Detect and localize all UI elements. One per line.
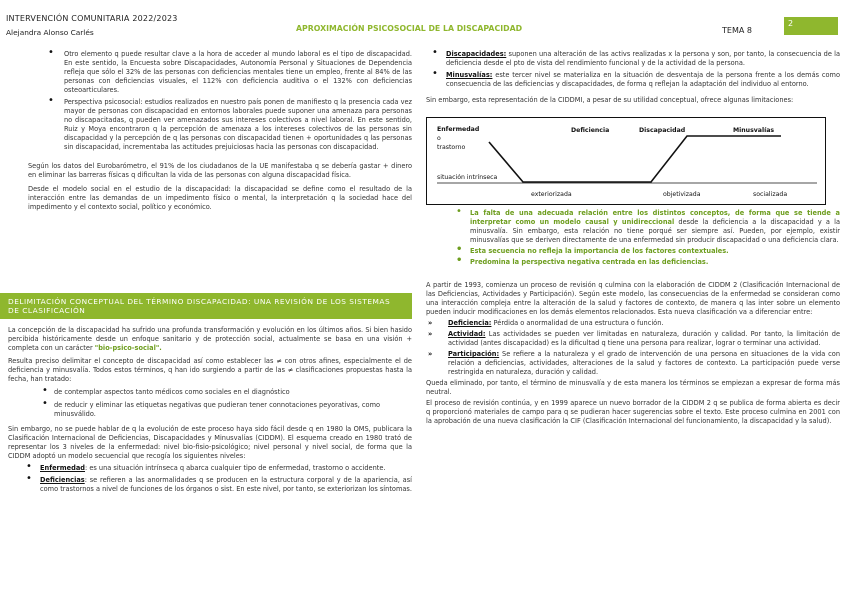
term-label: Deficiencias [40,476,85,484]
diagram-label: Minusvalías [733,127,775,134]
list-item [456,209,840,245]
paragraph: Sin embargo, no se puede hablar de q la evolución de este proceso haya sido fácil desde q en 1980 la OMS, publicara la Clasificación Internacional de Deficiencias, Discapacidades y Minusvalías (CIDDM). El esquema creado en 1980 trató de representar los 3 niveles de la enfermedad: nivel bio-fisio-psicológico; nivel personal y nivel social, de forma que la CIDDM adoptó un modelo secuencial que recogía los siguientes niveles: [8,425,412,460]
list-item [432,50,840,68]
ciddm-diagram [426,117,826,205]
term-label: Discapacidades: [446,50,507,58]
paragraph: Resulta preciso delimitar el concepto de discapacidad así como establecer las ≠ con otros afines, especialmente el de deficiencia y minusvalía. Todos estos términos, q han ido surgiendo a partir de las ≠ clasificaciones propuestas hasta la fecha, han tratado: [8,357,412,383]
right-column [426,50,840,426]
diagram-label: Enfermedad [437,126,480,133]
list-item: • de contemplar aspectos tanto médicos como sociales en el diagnóstico [42,388,412,397]
list-item: • de reducir y eliminar las etiquetas negativas que pudieran tener connotaciones peyorativas, como minusválido. [42,401,412,419]
diagram-label: o [437,135,441,142]
term-label: Actividad: [448,330,486,338]
list-item: • Perspectiva psicosocial: estudios realizados en nuestro país ponen de manifiesto q la presencia cada vez mayor de personas con discapacidad en entornos laborales puede suponer una amenaza para personas no discapacitadas, q pueden ver amenazados sus intereses colectivos a nivel laboral. En este sentido, Ruiz y Moya encontraron q la percepción de amenaza a los intereses colectivos de las personas sin discapacidad y la percepción de q las personas con discapacidad tienen + oportunidades q las personas sin discapacidad, incrementaba las actitudes prejuiciosas hacia las personas con discapacidad. [48,98,412,152]
diagram-label: trastorno [437,144,466,151]
term-text: : es una situación intrínseca q abarca cualquier tipo de enfermedad, trastorno o accidente. [85,464,386,472]
limitation-highlight: La falta de una adecuada relación entre los distintos conceptos, de forma que se tiende a interpretar como un modelo causal y unidireccional [470,209,840,226]
list-item [426,330,840,348]
left-column [8,50,412,212]
header-author: Alejandra Alonso Carlés [6,28,94,37]
paragraph-highlight: "bio-psico-social". [94,344,162,352]
paragraph-text: La concepción de la discapacidad ha sufrido una profunda transformación y evolución en los últimos años. Si bien hasido percibida históricamente desde un enfoque sanitario y de protección social, actualmente se basa en una visión + completa con un carácter [8,326,412,352]
arrow-icon: » [428,350,433,358]
header-course: INTERVENCIÓN COMUNITARIA 2022/2023 [6,14,178,23]
term-label: Deficiencia: [448,319,492,327]
term-label: Minusvalías: [446,71,493,79]
section-heading-banner: DELIMITACIÓN CONCEPTUAL DEL TÉRMINO DISCAPACIDAD: UNA REVISIÓN DE LOS SISTEMAS DE CLASIFICACIÓN [0,293,412,319]
diagram-label: objetivizada [663,191,701,198]
list-item [426,350,840,377]
paragraph: A partir de 1993, comienza un proceso de revisión q culmina con la elaboración de CIDDM 2 (Clasificación Internacional de las Deficiencias, Actividades y Participación). Según este modelo, las consecuencias de la enfermedad se consideran como una interacción compleja entre la alteración de la salud y factores de contexto, de manera q las inter sobre un elemento pueden inducir modificaciones en los demás elementos relacionados. Esta nueva clasificación va a diferenciar entre: [426,281,840,316]
list-item [426,319,840,328]
paragraph [8,326,412,353]
paragraph: El proceso de revisión continúa, y en 1999 aparece un nuevo borrador de la CIDDM 2 q se publica de forma abierta es decir q proporcionó materiales de campo para q se pudieran hacer sugerencias sobre el texto. Este proceso culmina en 2001 con la aprobación de una nueva clasificación la CIF (Clasificación Internacional del funcionamiento, la discapacidad y la salud). [426,399,840,425]
diagram-label: exteriorizada [531,191,572,198]
left-column-lower [8,326,412,494]
header-tema: TEMA 8 [722,26,752,35]
page-number-badge: 2 [784,17,838,35]
term-text: suponen una alteración de las activs realizadas x la persona y son, por tanto, la consecuencia de la deficiencia desde el pto de vista del rendimiento funcional y de la actividad de la persona. [446,50,840,67]
paragraph: Sin embargo, esta representación de la CIDDMI, a pesar de su utilidad conceptual, ofrece algunas limitaciones: [426,96,794,104]
paragraph: Desde el modelo social en el estudio de la discapacidad: la discapacidad se define como el resultado de la interacción entre las demandas de un impedimento físico o mental, la interpretación q la sociedad hace del impedimento y el contexto social, político y económico. [28,185,412,211]
paragraph: Queda eliminado, por tanto, el término de minusvalía y de esta manera los términos se empiezan a expresar de forma más neutral. [426,379,840,396]
term-text: Las actividades se pueden ver limitadas en naturaleza, duración y calidad. Por tanto, la limitación de actividad (antes discapacidad) es la dificultad q tiene una persona para realizar, lograr o terminar una actividad. [448,330,840,347]
list-item [26,464,412,473]
diagram-label: Deficiencia [571,127,610,134]
diagram-label: Discapacidad [639,127,686,134]
arrow-icon: » [428,330,433,338]
term-text: Se refiere a la naturaleza y el grado de intervención de una persona en situaciones de la vida con relación a deficiencias, actividades, alteraciones de la salud y factores de contexto. La participación puede verse restringida en naturaleza, duración y calidad. [448,350,840,376]
list-item: • Otro elemento q puede resultar clave a la hora de acceder al mundo laboral es el tipo de discapacidad. En este sentido, la Encuesta sobre Discapacidades, Autonomía Personal y Situaciones de Dependencia refleja que sólo el 32% de las personas con deficiencias mentales tiene un empleo, frente al 84% de las personas con deficiencias visuales, el 112% con deficiencia auditiva o el 132% con deficiencias osteoarticulares. [48,50,412,95]
diagram-label: socializada [753,191,788,198]
term-label: Participación: [448,350,500,358]
term-label: Enfermedad [40,464,86,472]
term-text: Pérdida o anormalidad de una estructura o función. [491,319,664,327]
arrow-icon: » [428,319,433,327]
paragraph: Según los datos del Eurobarómetro, el 91% de los ciudadanos de la UE manifestaba q se debería gastar + dinero en eliminar las barreras físicas q dificultan la vida de las personas con alguna discapacidad física. [28,162,412,179]
list-item [432,71,840,89]
term-text: : se refieren a las anormalidades q se producen en la estructura corporal y de la apariencia, así como trastornos a nivel de funciones de los órganos o sist. En este nivel, por tanto, se exteriorizan los síntomas. [40,476,412,493]
list-item: • Esta secuencia no refleja la importancia de los factores contextuales. [456,247,840,256]
list-item [26,476,412,494]
list-item: • Predomina la perspectiva negativa centrada en las deficiencias. [456,258,840,267]
term-text: este tercer nivel se materializa en la situación de desventaja de la persona frente a los demás como consecuencia de las deficiencias y discapacidades, de forma q reflejan la adaptación del individuo al entorno. [446,71,840,88]
limitation-text: desde la deficiencia a la discapacidad y a la minusvalía. Sin embargo, esta relación no tiene porqué ser siempre así. Pueden, por ejemplo, existir minusvalías que se deriven directamente de una enfermedad sin producir discapacidad o una deficiencia clara. [470,218,840,244]
header-subject: APROXIMACIÓN PSICOSOCIAL DE LA DISCAPACIDAD [296,24,523,33]
diagram-label: situación intrínseca [437,174,498,181]
